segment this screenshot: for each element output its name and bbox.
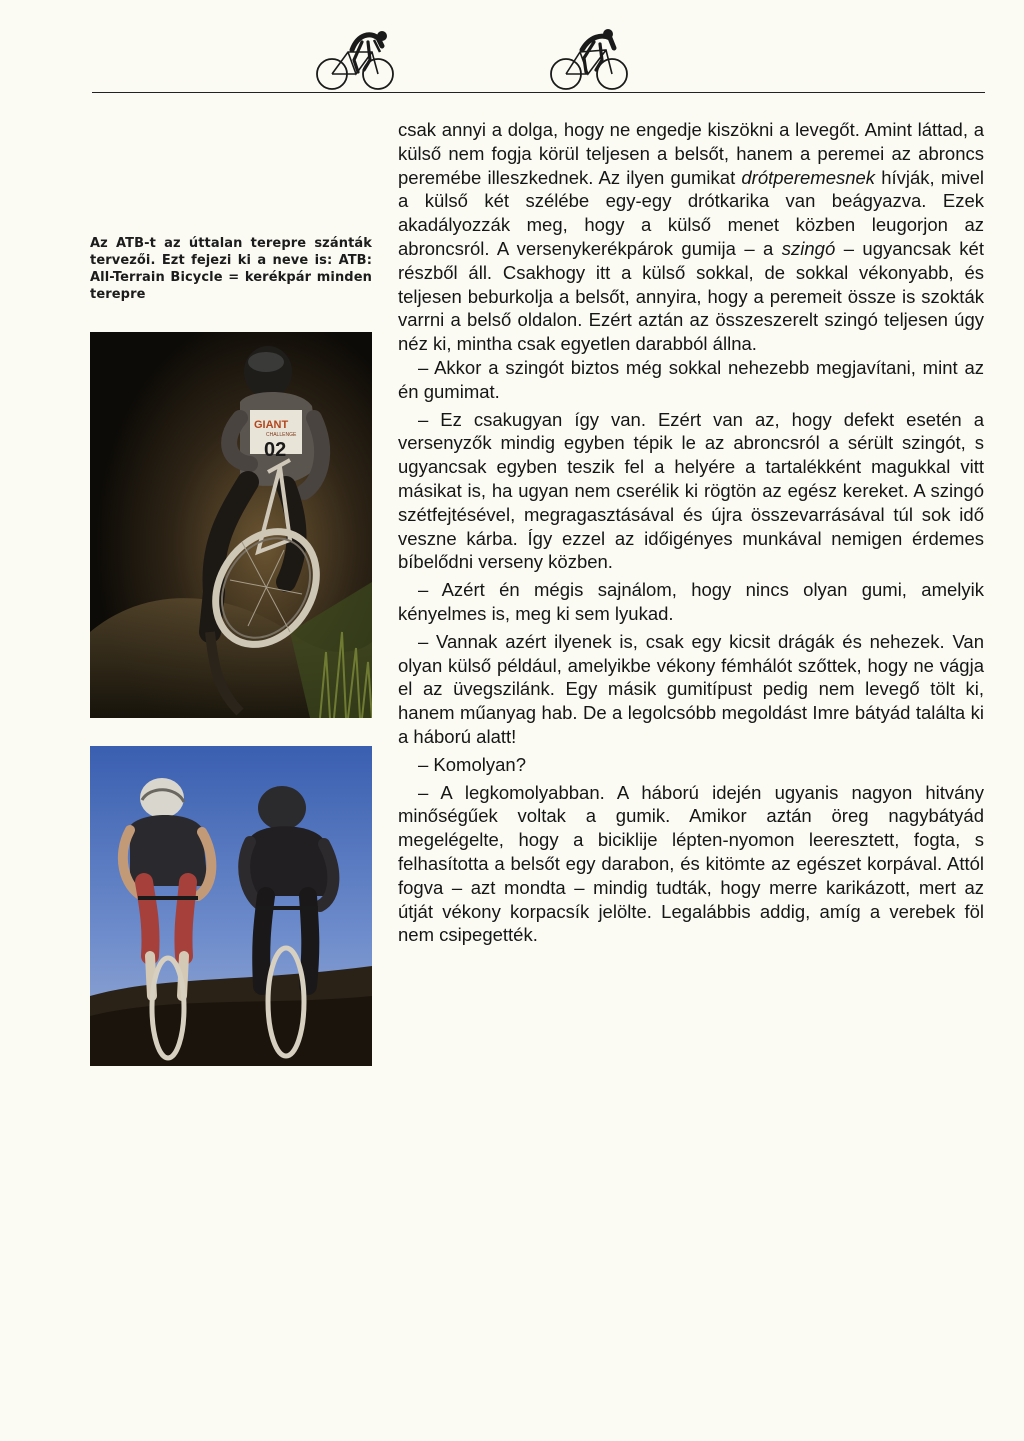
bib-text: GIANT [254,419,289,431]
italic-term: szingó [781,237,836,259]
bib-number: 02 [264,439,287,461]
dialogue-paragraph [398,753,984,777]
dialogue-paragraph [398,356,984,404]
text-run: – Azért én mégis sajnálom, hogy nincs olyan gumi, amelyik kényelmes is, meg ki sem lyukad. [398,579,984,624]
dialogue-paragraph [398,578,984,626]
photo-mountain-bike-jump [90,332,372,718]
text-run: – Akkor a szingót biztos még sokkal nehezebb megjavítani, mint az én gumimat. [398,356,984,402]
header-rule [92,92,985,93]
dialogue-paragraph [398,630,984,749]
dialogue-paragraph [398,408,984,575]
text-run: hívják, mivel a külső két szélébe egy-egy drótkarika van beágyazva. Ezek akadályozzák meg, hogy a külső menet közben leugorjon az abroncsról. A versenykerékpárok gumija – a [398,166,985,259]
paragraph [398,118,984,356]
bib-subtext: CHALLENGE [266,432,297,438]
cyclist-icon [546,26,632,94]
photo-two-riders [90,746,372,1066]
text-run: – A legkomolyabban. A háború idején ugyanis nagyon hitvány minőségűek voltak a gumik. Amikor aztán öreg nagybátyád megelégelte, hogy a biciklije lépten-nyomon leeresztett, fogta, s felhasította a belsőt egy darabon, és kitömte az egészet korpával. Attól fogva – azt mondta – mindig tudták, hogy merre karikázott, mert az útját vékony korpacsík jelölte. Legalábbis addig, amíg a verebek föl nem csipegették. [398,781,984,946]
italic-term: drótperemesnek [741,166,876,188]
photo-caption: Az ATB-t az úttalan terepre szánták tervezői. Ezt fejezi ki a neve is: ATB: All-Terrain Bicycle = kerékpár minden terepre [90,236,372,302]
cyclist-icon [312,26,398,94]
body-text [398,118,984,951]
text-run: – ugyancsak két részből áll. Csakhogy itt a külső sokkal, de sokkal vékonyabb, és teljesen beburkolja a belsőt, annyira, hogy a peremeit össze is szokták varrni a belső oldalon. Ezért aztán az összeszerelt szingó teljesen úgy néz ki, mintha csak egyetlen darabból állna. [398,237,984,355]
dialogue-paragraph [398,781,984,948]
text-run: csak annyi a dolga, hogy ne engedje kiszökni a levegőt. Amint láttad, a külső nem fogja körül teljesen a belsőt, hanem a peremei az abroncs peremébe illeszkednek. Az ilyen gumikat [398,119,984,188]
text-run: – Vannak azért ilyenek is, csak egy kicsit drágák és nehezek. Van olyan külső például, amelyikbe vékony fémhálót szőttek, hogy ne vágja el az üvegszilánk. Egy másik gumitípust pedig nem levegő tölt ki, hanem műanyag hab. De a legolcsóbb megoldást Imre bátyád találta ki a háború alatt! [398,630,984,747]
text-run: – Ez csakugyan így van. Ezért van az, hogy defekt esetén a versenyzők mindig egyben tépik le az abroncsról a sérült szingót, s ugyancsak egyben teszik fel a helyére a tartalékként magukkal vitt másikat is, ha ugyan nem cserélik ki rögtön az egész kereket. A szingó szétfejtésével, megragasztásával és újra összevarrásával túl sok idő veszne kárba. Így ezzel az időigényes munkával nemigen érdemes bíbelődni verseny közben. [398,408,984,573]
text-run: – Komolyan? [418,753,526,775]
